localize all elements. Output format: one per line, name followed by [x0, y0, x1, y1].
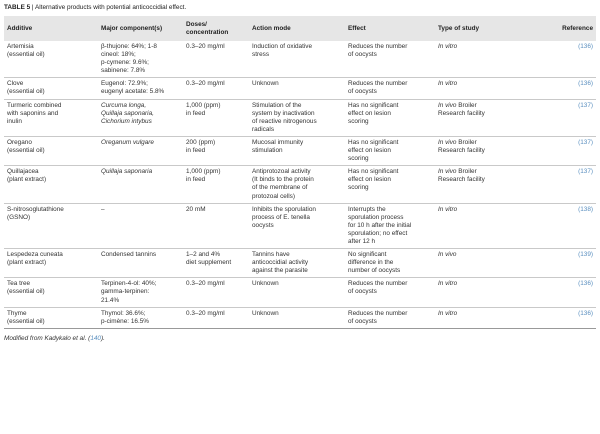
- action-line: radicals: [252, 125, 275, 133]
- action-line: (It binds to the protein: [252, 176, 314, 184]
- action-line: Inhibits the sporulation: [252, 205, 316, 213]
- study-type: In vivo: [438, 251, 457, 259]
- component-line: Cichorium intybus: [101, 117, 152, 125]
- effect-line: for 10 h after the initial: [348, 221, 412, 229]
- cell-study-type: [435, 278, 527, 307]
- action-line: Tannins have: [252, 251, 290, 259]
- cell-study-type: [435, 78, 527, 99]
- dose-line: 1,000 (ppm): [186, 168, 221, 176]
- study-line: [438, 168, 524, 176]
- dose-line: 1,000 (ppm): [186, 101, 221, 109]
- action-line: Unknown: [252, 80, 279, 88]
- cell-reference-link[interactable]: (136): [527, 78, 596, 99]
- component-line: β-thujone: 64%; 1-8: [101, 43, 157, 50]
- component-line: Thymol: 36.6%;: [101, 309, 146, 317]
- additive-line: (plant extract): [7, 259, 47, 267]
- study-type: In vitro: [438, 43, 458, 50]
- cell-study-type: [435, 249, 527, 278]
- study-type: In vivo: [438, 168, 457, 176]
- cell-components: [98, 203, 183, 248]
- additive-line: Turmeric combined: [7, 101, 62, 109]
- table-body: [4, 41, 596, 328]
- component-line: cineol: 18%;: [101, 51, 136, 59]
- action-line: stimulation: [252, 147, 283, 155]
- cell-effect: [345, 136, 435, 165]
- effect-line: effect on lesion: [348, 176, 391, 184]
- table-row: [4, 166, 596, 203]
- col-header-additive: Additive: [4, 16, 98, 41]
- anticoccidial-table: [4, 16, 596, 329]
- study-setting-line: Research facility: [438, 147, 485, 155]
- cell-action-mode: [249, 136, 345, 165]
- study-line: [438, 139, 524, 147]
- additive-line: (essential oil): [7, 51, 45, 59]
- effect-line: Reduces the number: [348, 309, 408, 317]
- effect-line: Reduces the number: [348, 280, 408, 288]
- cell-doses: [183, 166, 249, 203]
- dose-line: 0.3–20 mg/ml: [186, 280, 225, 288]
- action-line: protozoal cells): [252, 192, 295, 200]
- study-line: [438, 251, 524, 259]
- effect-line: effect on lesion: [348, 147, 391, 155]
- action-line: of the membrane of: [252, 184, 308, 192]
- action-line: Unknown: [252, 280, 279, 288]
- cell-study-type: [435, 166, 527, 203]
- cell-doses: [183, 78, 249, 99]
- action-line: process of E. tenella: [252, 213, 310, 221]
- cell-doses: [183, 99, 249, 136]
- dose-line: 0.3–20 mg/ml: [186, 80, 225, 88]
- effect-line: of oocysts: [348, 288, 377, 296]
- table-row: [4, 203, 596, 248]
- cell-components: [98, 41, 183, 78]
- additive-line: (essential oil): [7, 88, 45, 96]
- action-line: system by inactivation: [252, 109, 315, 117]
- cell-components: [98, 166, 183, 203]
- table-row: [4, 249, 596, 278]
- study-line: [438, 80, 524, 88]
- study-line: [438, 43, 524, 51]
- cell-action-mode: [249, 203, 345, 248]
- study-setting-line: Research facility: [438, 176, 485, 184]
- action-line: stress: [252, 51, 270, 59]
- cell-action-mode: [249, 278, 345, 307]
- additive-line: Tea tree: [7, 280, 31, 288]
- cell-doses: [183, 41, 249, 78]
- additive-line: Clove: [7, 80, 24, 88]
- cell-effect: [345, 41, 435, 78]
- component-line: –: [101, 205, 105, 213]
- cell-components: [98, 278, 183, 307]
- dose-line: 0.3–20 mg/ml: [186, 43, 225, 50]
- study-type: In vitro: [438, 309, 458, 317]
- cell-action-mode: [249, 99, 345, 136]
- dose-line: in feed: [186, 176, 206, 184]
- cell-study-type: [435, 307, 527, 328]
- action-line: of reactive nitrogenous: [252, 117, 317, 125]
- component-line: Quillaja saponaria,: [101, 109, 154, 117]
- cell-additive: [4, 99, 98, 136]
- cell-components: [98, 249, 183, 278]
- action-line: anticoccidial activity: [252, 259, 309, 267]
- action-line: Stimulation of the: [252, 101, 302, 109]
- effect-line: of oocysts: [348, 88, 377, 96]
- cell-components: [98, 136, 183, 165]
- additive-line: (plant extract): [7, 176, 47, 184]
- study-line: [438, 310, 524, 318]
- additive-line: Artemisia: [7, 43, 34, 50]
- dose-line: diet supplement: [186, 259, 232, 267]
- dose-line: 0.3–20 mg/ml: [186, 309, 225, 317]
- cell-effect: [345, 249, 435, 278]
- effect-line: No significant: [348, 251, 387, 259]
- additive-line: Quillajacea: [7, 168, 39, 176]
- cell-additive: [4, 166, 98, 203]
- cell-effect: [345, 99, 435, 136]
- cell-study-type: [435, 203, 527, 248]
- component-line: Quillaja saponaria: [101, 168, 153, 176]
- effect-line: Has no significant: [348, 168, 399, 176]
- study-setting: Broiler: [456, 168, 477, 176]
- additive-line: (essential oil): [7, 147, 45, 155]
- additive-line: (essential oil): [7, 317, 45, 325]
- cell-reference-link[interactable]: (136): [527, 41, 596, 78]
- cell-components: [98, 78, 183, 99]
- caption-separator: |: [30, 4, 36, 11]
- component-line: gamma-terpinen:: [101, 288, 150, 296]
- cell-action-mode: [249, 78, 345, 99]
- component-line: sabinene: 7.8%: [101, 67, 146, 75]
- cell-effect: [345, 203, 435, 248]
- effect-line: Interrupts the: [348, 205, 386, 213]
- cell-effect: [345, 307, 435, 328]
- cell-reference-link[interactable]: (137): [527, 136, 596, 165]
- cell-additive: [4, 78, 98, 99]
- cell-study-type: [435, 41, 527, 78]
- action-line: Antiprotozoal activity: [252, 168, 311, 176]
- component-line: p-cimène: 16.5%: [101, 317, 149, 325]
- cell-effect: [345, 278, 435, 307]
- cell-additive: [4, 203, 98, 248]
- cell-doses: [183, 136, 249, 165]
- additive-line: with saponins and: [7, 109, 59, 117]
- cell-action-mode: [249, 307, 345, 328]
- cell-components: [98, 307, 183, 328]
- effect-line: scoring: [348, 184, 369, 192]
- additive-line: inulin: [7, 117, 22, 125]
- dose-line: 1–2 and 4%: [186, 251, 221, 259]
- component-line: p-cymene: 9.6%;: [101, 59, 149, 67]
- effect-line: Has no significant: [348, 138, 399, 146]
- dose-line: 200 (ppm): [186, 138, 216, 146]
- cell-reference-link[interactable]: (137): [527, 99, 596, 136]
- effect-line: of oocysts: [348, 317, 377, 325]
- study-type: In vivo: [438, 138, 457, 146]
- component-line: Oreganum vulgare: [101, 138, 154, 146]
- component-line: Condensed tannins: [101, 251, 157, 259]
- additive-line: Lespedeza cuneata: [7, 251, 63, 259]
- table-header-row: [4, 16, 596, 41]
- effect-line: Reduces the number: [348, 43, 408, 50]
- effect-line: Reduces the number: [348, 80, 408, 88]
- study-line: [438, 206, 524, 214]
- cell-study-type: [435, 136, 527, 165]
- cell-reference-link[interactable]: (138): [527, 203, 596, 248]
- cell-doses: [183, 249, 249, 278]
- cell-additive: [4, 307, 98, 328]
- col-header-reference: Reference: [527, 16, 596, 41]
- effect-line: of oocysts: [348, 51, 377, 59]
- table-row: [4, 278, 596, 307]
- dose-line: in feed: [186, 109, 206, 117]
- cell-reference-link[interactable]: (136): [527, 307, 596, 328]
- effect-line: difference in the: [348, 259, 394, 267]
- action-line: Unknown: [252, 309, 279, 317]
- cell-effect: [345, 166, 435, 203]
- table-row: [4, 41, 596, 78]
- additive-line: Oregano: [7, 138, 32, 146]
- table-footnote: [4, 335, 596, 342]
- cell-additive: [4, 136, 98, 165]
- table-row: [4, 307, 596, 328]
- cell-additive: [4, 249, 98, 278]
- cell-reference-link[interactable]: (136): [527, 278, 596, 307]
- col-header-action: Action mode: [249, 16, 345, 41]
- study-type: In vitro: [438, 205, 458, 213]
- effect-line: sporulation process: [348, 213, 404, 221]
- action-line: Induction of oxidative: [252, 43, 313, 50]
- footnote-suffix: ).: [100, 334, 105, 342]
- effect-line: scoring: [348, 155, 369, 163]
- dose-line: 20 mM: [186, 205, 206, 213]
- additive-line: (essential oil): [7, 288, 45, 296]
- cell-doses: [183, 203, 249, 248]
- cell-effect: [345, 78, 435, 99]
- study-setting-line: Research facility: [438, 109, 485, 117]
- table-row: [4, 136, 596, 165]
- study-type: In vitro: [438, 80, 458, 88]
- study-type: In vitro: [438, 280, 458, 288]
- action-line: against the parasite: [252, 267, 308, 275]
- effect-line: number of oocysts: [348, 267, 401, 275]
- additive-line: S-nitrosoglutathione: [7, 205, 64, 213]
- effect-line: sporulation; no effect: [348, 229, 408, 237]
- cell-doses: [183, 278, 249, 307]
- component-line: Curcuma longa,: [101, 101, 147, 109]
- study-setting: Broiler: [456, 138, 477, 146]
- study-setting: Broiler: [456, 101, 477, 109]
- additive-line: Thyme: [7, 309, 27, 317]
- cell-reference-link[interactable]: (137): [527, 166, 596, 203]
- action-line: Mucosal immunity: [252, 138, 304, 146]
- footnote-reference-link[interactable]: 140: [90, 334, 101, 342]
- dose-line: in feed: [186, 147, 206, 155]
- table-caption: [4, 3, 596, 12]
- col-header-components: Major component(s): [98, 16, 183, 41]
- col-header-effect: Effect: [345, 16, 435, 41]
- table-row: [4, 99, 596, 136]
- effect-line: Has no significant: [348, 101, 399, 109]
- component-line: eugenyl acetate: 5.8%: [101, 88, 165, 96]
- component-line: 21.4%: [101, 296, 120, 304]
- table-row: [4, 78, 596, 99]
- action-line: oocysts: [252, 221, 274, 229]
- cell-action-mode: [249, 166, 345, 203]
- component-line: Terpinen-4-ol: 40%;: [101, 280, 157, 288]
- cell-action-mode: [249, 249, 345, 278]
- cell-additive: [4, 41, 98, 78]
- additive-line: (GSNO): [7, 213, 31, 221]
- table-title: Alternative products with potential anticoccidial effect.: [35, 4, 187, 11]
- col-header-doses: Doses/ concentration: [183, 16, 249, 41]
- effect-line: after 12 h: [348, 237, 376, 245]
- cell-doses: [183, 307, 249, 328]
- study-line: [438, 280, 524, 288]
- study-line: [438, 102, 524, 110]
- effect-line: effect on lesion: [348, 109, 391, 117]
- col-header-study: Type of study: [435, 16, 527, 41]
- study-type: In vivo: [438, 101, 457, 109]
- footnote-text: Modified from Kadykalo et al. (: [4, 334, 91, 342]
- cell-study-type: [435, 99, 527, 136]
- cell-components: [98, 99, 183, 136]
- cell-action-mode: [249, 41, 345, 78]
- table-label: TABLE 5: [4, 4, 31, 11]
- cell-additive: [4, 278, 98, 307]
- effect-line: scoring: [348, 117, 369, 125]
- component-line: Eugenol: 72.9%;: [101, 80, 148, 88]
- cell-reference-link[interactable]: (139): [527, 249, 596, 278]
